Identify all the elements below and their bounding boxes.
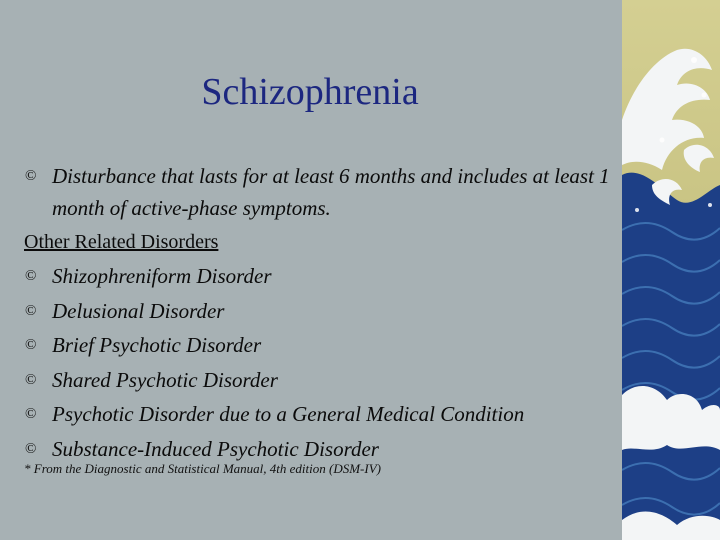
main-bullet-text: Disturbance that lasts for at least 6 months and includes at least 1 month of active-phase symptoms. (52, 164, 610, 220)
main-bullet (24, 160, 614, 226)
slide-body (24, 160, 614, 467)
list-item (24, 260, 614, 295)
list-item (24, 329, 614, 364)
bullet-icon: © (25, 268, 37, 284)
disorder-label: Delusional Disorder (52, 298, 225, 323)
bullet-icon: © (25, 406, 37, 422)
bullet-icon: © (25, 168, 37, 184)
disorder-label: Shared Psychotic Disorder (52, 367, 278, 392)
bullet-icon: © (25, 440, 37, 457)
section-heading: Other Related Disorders (24, 231, 219, 253)
disorder-label: Psychotic Disorder due to a General Medical Condition (52, 402, 525, 426)
bullet-icon: © (25, 337, 37, 353)
bullet-icon: © (25, 302, 37, 319)
disorder-label: Brief Psychotic Disorder (52, 333, 262, 357)
list-item (24, 398, 614, 433)
footnote: * From the Diagnostic and Statistical Manual, 4th edition (DSM-IV) (24, 461, 381, 476)
disorder-label: Shizophreniform Disorder (52, 264, 272, 288)
wave-decoration (622, 0, 720, 540)
list-item (24, 364, 614, 399)
list-item (24, 295, 614, 330)
bullet-icon: © (25, 371, 37, 388)
slide-title: Schizophrenia (201, 71, 419, 113)
disorder-label: Substance-Induced Psychotic Disorder (52, 436, 379, 461)
